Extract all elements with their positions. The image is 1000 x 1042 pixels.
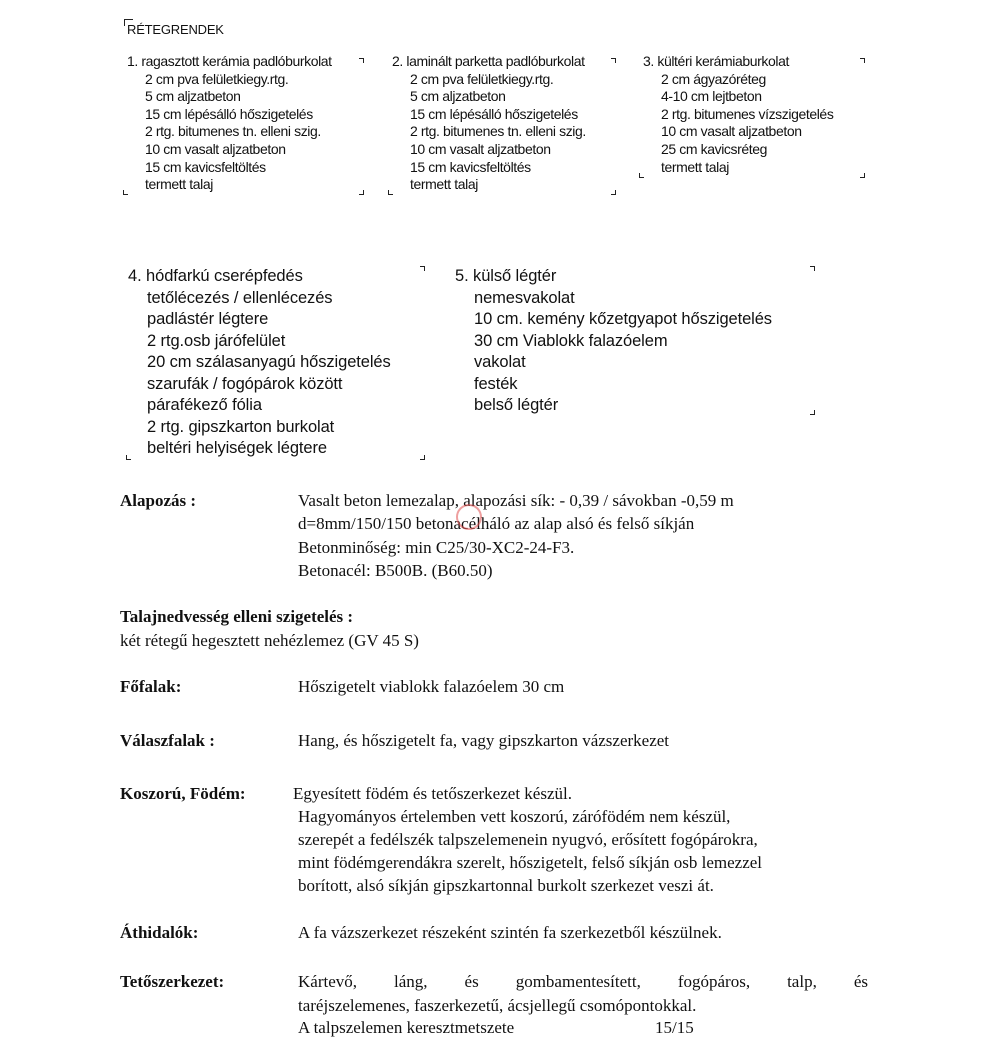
layer-line: festék [474, 374, 518, 393]
layer-line: 2 cm pva felületkiegy.rtg. [145, 70, 289, 87]
layer-item-1 [127, 53, 332, 194]
alapozas-line: d=8mm/150/150 betonacélháló az alap alsó és felső síkján [298, 514, 695, 533]
alapozas-label: Alapozás : [120, 491, 197, 510]
athidalok-label: Áthidalók: [120, 923, 199, 942]
layer-item-3 [643, 53, 833, 176]
layer-line: belső légtér [474, 396, 559, 414]
layer-line: 15 cm lépésálló hőszigetelés [145, 105, 313, 122]
watermark-logo [456, 504, 482, 530]
talajnedvesseg-label: Talajnedvesség elleni szigetelés : [120, 607, 354, 626]
fofalak-label: Főfalak: [120, 677, 182, 696]
layer-line: 10 cm vasalt aljzatbeton [661, 123, 802, 140]
koszoru-line: borított, alsó síkján gipszkartonnal burkolt szerkezet veszi át. [298, 876, 714, 895]
layer-line: szarufák / fogópárok között [147, 374, 343, 393]
corner-mark [639, 173, 644, 178]
tetoszerkezet-line: taréjszelemenes, faszerkezetű, ácsjellegű csomópontokkal. [298, 996, 697, 1015]
layer-item-4 [128, 266, 391, 460]
valaszfalak-label: Válaszfalak : [120, 731, 215, 750]
layer-line: 30 cm Viablokk falazóelem [474, 331, 668, 350]
corner-mark [860, 173, 865, 178]
layers-title: RÉTEGRENDEK [127, 22, 224, 37]
corner-mark [810, 410, 815, 415]
koszoru-label: Koszorú, Födém: [120, 784, 246, 803]
layer-line: padlástér légtere [147, 310, 269, 328]
layer-line: tetőlécezés / ellenlécezés [147, 288, 333, 307]
layer-line: termett talaj [410, 176, 478, 193]
koszoru-line: mint födémgerendákra szerelt, hőszigetelt, felső síkján osb lemezzel [298, 853, 763, 872]
layer-line: 2 cm pva felületkiegy.rtg. [410, 70, 554, 87]
valaszfalak-value: Hang, és hőszigetelt fa, vagy gipszkarton vázszerkezet [298, 731, 670, 750]
layer-line: 15 cm kavicsfeltöltés [410, 158, 531, 175]
corner-mark [359, 58, 364, 63]
page-number: 15/15 [655, 1018, 694, 1037]
layer-line: 5 cm aljzatbeton [410, 88, 506, 105]
corner-mark [420, 266, 425, 271]
corner-mark [388, 190, 393, 195]
corner-mark [611, 190, 616, 195]
layer-line: 5 cm aljzatbeton [145, 88, 241, 105]
layer-line: vakolat [474, 353, 526, 371]
layer-item-5 [455, 266, 772, 417]
layer-line: 25 cm kavicsréteg [661, 140, 768, 157]
layer-item-title: 3. kültéri kerámiaburkolat [643, 53, 789, 69]
fofalak-value: Hőszigetelt viablokk falazóelem 30 cm [298, 677, 565, 696]
layer-line: 2 rtg. bitumenes tn. elleni szig. [410, 123, 586, 140]
koszoru-first-line: Egyesített födém és tetőszerkezet készül. [293, 784, 572, 803]
corner-mark [126, 455, 131, 460]
layer-line: 2 cm ágyazóréteg [661, 70, 766, 87]
layer-line: 15 cm kavicsfeltöltés [145, 158, 266, 175]
alapozas-line: Betonminőség: min C25/30-XC2-24-F3. [298, 538, 575, 557]
layer-item-title: 1. ragasztott kerámia padlóburkolat [127, 53, 332, 69]
layer-item-title: 2. laminált parketta padlóburkolat [392, 53, 585, 69]
layer-line: 15 cm lépésálló hőszigetelés [410, 105, 578, 122]
corner-mark [860, 58, 865, 63]
layer-line: 2 rtg. bitumenes vízszigetelés [661, 105, 834, 122]
tetoszerkezet-line: Kártevő, láng, és gombamentesített, fogópáros, talp, és [298, 972, 868, 991]
layer-line: 2 rtg. gipszkarton burkolat [147, 417, 335, 436]
corner-mark [359, 190, 364, 195]
talajnedvesseg-value: két rétegű hegesztett nehézlemez (GV 45 S) [120, 631, 419, 650]
layer-line: párafékező fólia [147, 396, 262, 414]
tetoszerkezet-label: Tetőszerkezet: [120, 972, 225, 991]
corner-mark [611, 58, 616, 63]
layer-line: 2 rtg. bitumenes tn. elleni szig. [145, 123, 321, 140]
corner-mark [420, 455, 425, 460]
layer-item-title: 5. külső légtér [455, 267, 557, 285]
layer-line: 2 rtg.osb járófelület [147, 331, 286, 350]
alapozas-line: Betonacél: B500B. (B60.50) [298, 561, 493, 580]
layer-line: 10 cm vasalt aljzatbeton [145, 140, 286, 157]
layer-item-2 [392, 53, 586, 194]
layer-item-title: 4. hódfarkú cserépfedés [128, 267, 303, 285]
layer-line: nemesvakolat [474, 288, 575, 307]
alapozas-line: Vasalt beton lemezalap, alapozási sík: - 0,39 / sávokban -0,59 m [298, 491, 734, 510]
athidalok-value: A fa vázszerkezet részeként szintén fa szerkezetből készülnek. [298, 923, 722, 942]
layer-line: 4-10 cm lejtbeton [661, 88, 762, 105]
layer-line: 10 cm. kemény kőzetgyapot hőszigetelés [474, 310, 772, 328]
layer-line: termett talaj [145, 176, 213, 193]
layer-line: beltéri helyiségek légtere [147, 439, 327, 457]
tetoszerkezet-line: A talpszelemen keresztmetszete [298, 1018, 515, 1037]
koszoru-line: szerepét a fedélszék talpszelemenein nyugvó, erősített fogópárokra, [298, 830, 758, 849]
koszoru-line: Hagyományos értelemben vett koszorú, zárófödém nem készül, [298, 807, 731, 826]
layer-line: 10 cm vasalt aljzatbeton [410, 140, 551, 157]
corner-mark [810, 266, 815, 271]
layer-line: termett talaj [661, 158, 729, 175]
layer-line: 20 cm szálasanyagú hőszigetelés [147, 353, 391, 371]
corner-mark [123, 190, 128, 195]
